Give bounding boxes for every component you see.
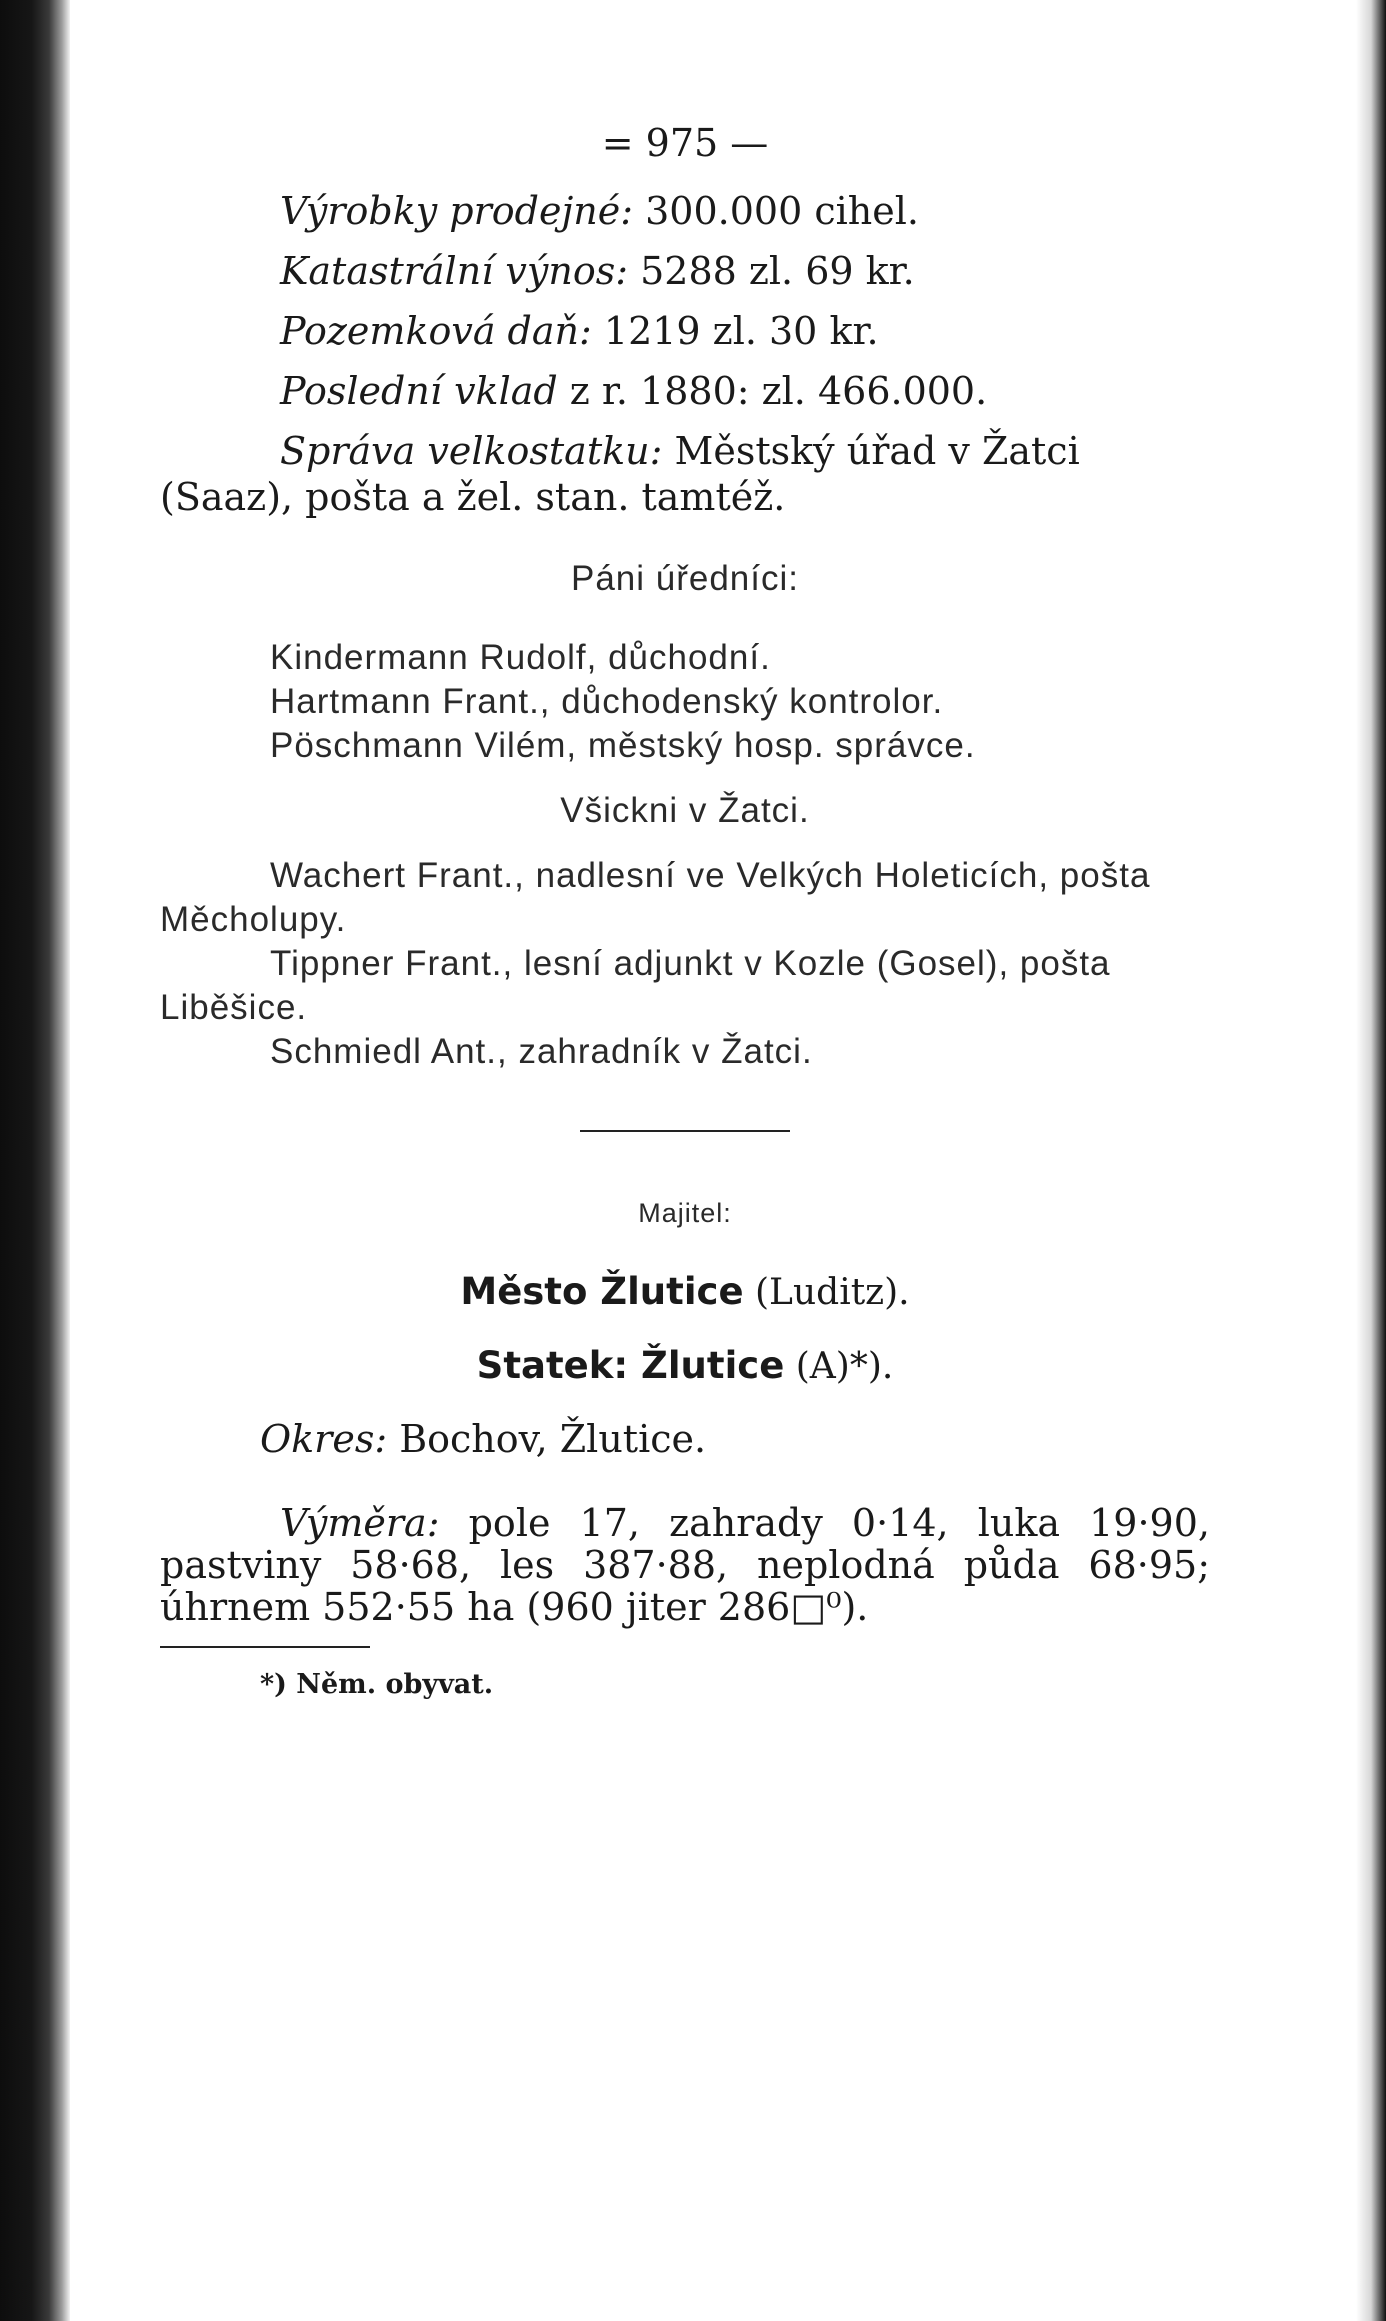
official-item: Pöschmann Vilém, městský hosp. správce. (270, 726, 976, 765)
official-item: Kindermann Rudolf, důchodní. (270, 638, 771, 677)
owner-german-name: (Luditz). (743, 1272, 910, 1313)
entry-text: 5288 zl. 69 kr. (628, 249, 915, 293)
estate-mark: (A)*). (784, 1346, 894, 1387)
area-label: Výměra: (280, 1501, 440, 1545)
staff-item: Wachert Frant., nadlesní ve Velkých Holeticích, pošta Měcholupy. (160, 856, 1151, 939)
estate-name: Statek: Žlutice (476, 1344, 785, 1387)
district-line (160, 1416, 1210, 1462)
binding-shadow (0, 0, 70, 2321)
owner-heading (160, 1268, 1210, 1316)
area-paragraph (160, 1502, 1210, 1628)
entry-text: 1219 zl. 30 kr. (591, 309, 879, 353)
official-item: Hartmann Frant., důchodenský kontrolor. (270, 682, 944, 721)
estate-heading (160, 1342, 1210, 1390)
officials-heading: Páni úředníci: (570, 559, 800, 598)
district-label: Okres: (260, 1417, 388, 1461)
entry-administration (160, 428, 1210, 520)
footnote: *) Něm. obyvat. (260, 1669, 494, 1700)
entry-label: Výrobky prodejné: (280, 189, 634, 233)
entry-label: Pozemková daň: (280, 309, 592, 353)
section-divider (580, 1130, 790, 1132)
entry-cadastral-yield (160, 248, 1210, 294)
district-text: Bochov, Žlutice. (387, 1417, 707, 1461)
book-page (160, 120, 1210, 1708)
entry-land-tax (160, 308, 1210, 354)
page-number: = 975 — (601, 121, 769, 165)
owner-name: Město Žlutice (460, 1270, 744, 1313)
entry-label: Správa velkostatku: (280, 429, 663, 473)
entry-text: 300.000 cihel. (633, 189, 919, 233)
entry-label: Poslední vklad (280, 369, 558, 413)
entry-text: Městský úřad v Žatci (Saaz), pošta a žel. stan. tamtéž. (160, 429, 1080, 519)
entry-products (160, 188, 1210, 234)
footnote-divider (160, 1646, 370, 1648)
entry-label: Katastrální výnos: (280, 249, 629, 293)
page-edge (1356, 0, 1386, 2321)
area-text: pole 17, zahrady 0·14, luka 19·90, pastviny 58·68, les 387·88, neplodná půda 68·95; úhrnem 552·55 ha (960 jiter 286□⁰). (160, 1501, 1210, 1629)
owner-label: Majitel: (638, 1198, 732, 1228)
entry-text: z r. 1880: zl. 466.000. (557, 369, 988, 413)
entry-last-deposit (160, 368, 1210, 414)
staff-item: Schmiedl Ant., zahradník v Žatci. (270, 1032, 813, 1071)
all-in-location: Všickni v Žatci. (560, 791, 810, 830)
staff-item: Tippner Frant., lesní adjunkt v Kozle (Gosel), pošta Liběšice. (160, 944, 1111, 1027)
